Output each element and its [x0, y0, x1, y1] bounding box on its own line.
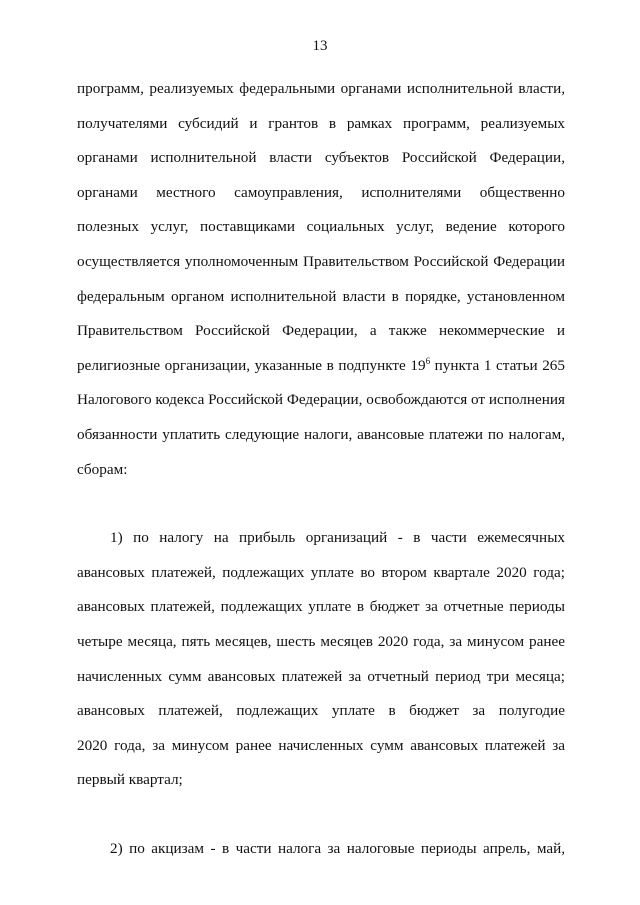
paragraph-profit-tax	[77, 521, 565, 798]
list-item-heading-line: 1) по налогу на прибыль организаций - в части ежемесячных	[110, 529, 565, 547]
text-line: органами исполнительной власти субъектов Российской Федерации,	[77, 149, 565, 167]
text-line: 2020 года, за минусом ранее начисленных сумм авансовых платежей за	[77, 736, 565, 754]
text-line: первый квартал;	[77, 771, 183, 789]
text-line: четыре месяца, пять месяцев, шесть месяцев 2020 года, за минусом ранее	[77, 632, 565, 650]
text-line: сборам:	[77, 460, 128, 478]
text-fragment: религиозные организации, указанные в подпункте 19	[77, 356, 426, 374]
text-line: федеральным органом исполнительной власти в порядке, установленном	[77, 287, 565, 305]
page-number: 13	[312, 38, 328, 54]
text-line: программ, реализуемых федеральными органами исполнительной власти,	[77, 80, 565, 97]
paragraph-gap	[77, 487, 565, 521]
paragraph-gap	[77, 798, 565, 832]
text-line: начисленных сумм авансовых платежей за отчетный период три месяца;	[77, 667, 565, 685]
paragraph-excise	[77, 832, 565, 867]
text-line: авансовых платежей, подлежащих уплате в бюджет за полугодие	[77, 702, 565, 720]
text-line: полезных услуг, поставщиками социальных услуг, ведение которого	[77, 218, 565, 236]
document-body	[77, 72, 565, 866]
text-fragment: пункта 1 статьи 265	[430, 356, 565, 374]
text-line-with-superscript	[77, 349, 565, 384]
text-line: обязанности уплатить следующие налоги, авансовые платежи по налогам,	[77, 425, 565, 443]
text-line: авансовых платежей, подлежащих уплате в бюджет за отчетные периоды	[77, 598, 565, 616]
text-line: органами местного самоуправления, исполнителями общественно	[77, 183, 565, 201]
text-line: Налогового кодекса Российской Федерации, освобождаются от исполнения	[77, 391, 565, 409]
superscript-number: 6	[425, 355, 431, 366]
text-line: осуществляется уполномоченным Правительством Российской Федерации	[77, 252, 565, 270]
text-line: авансовых платежей, подлежащих уплате во втором квартале 2020 года;	[77, 563, 565, 581]
list-item-heading-line: 2) по акцизам - в части налога за налоговые периоды апрель, май,	[110, 839, 565, 857]
text-line: Правительством Российской Федерации, а также некоммерческие и	[77, 322, 565, 340]
paragraph-intro	[77, 72, 565, 487]
text-line: получателями субсидий и грантов в рамках программ, реализуемых	[77, 114, 565, 132]
